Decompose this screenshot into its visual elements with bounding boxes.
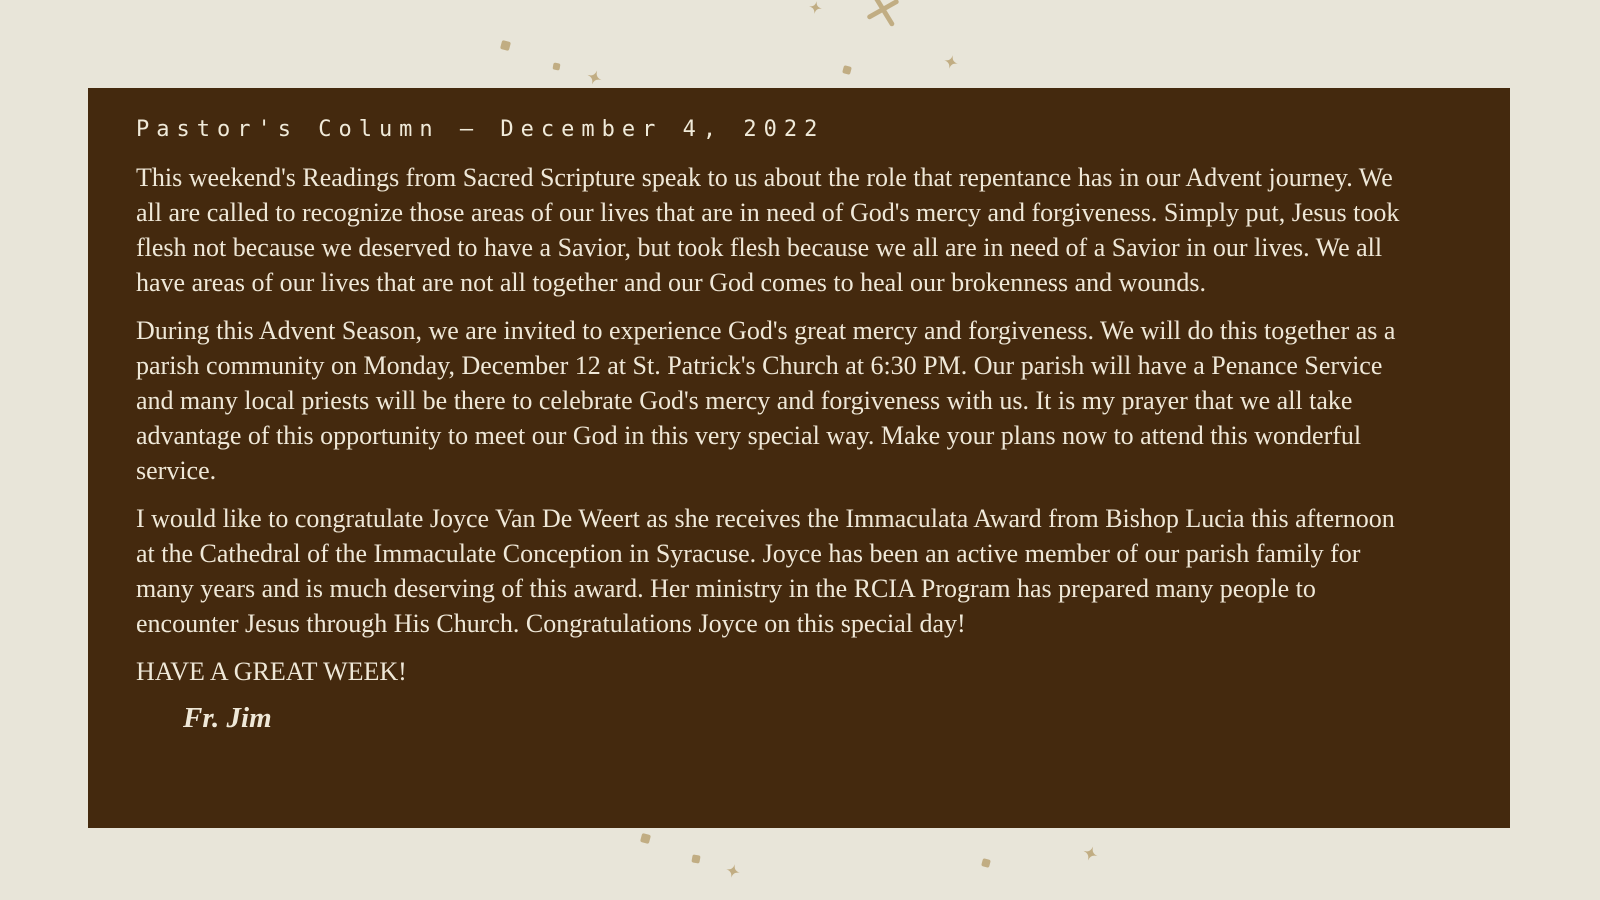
square-mark-icon: [499, 39, 510, 50]
x-mark-icon: [865, 0, 901, 27]
paragraph-advent-readings: This weekend's Readings from Sacred Scripture speak to us about the role that repentance has in our Advent journey. We all are called to recognize those areas of our lives that are in need of God's mercy and forgiveness. Simply put, Jesus took flesh not because we deserved to have a Savior, but took flesh because we all are in need of a Savior in our lives. We all have areas of our lives that are not all together and our God comes to heal our brokenness and wounds.: [136, 162, 1400, 297]
sparkle-icon: [584, 67, 603, 86]
square-mark-icon: [691, 854, 700, 863]
pastors-column-card: [88, 88, 1510, 828]
sparkle-icon: [942, 53, 959, 70]
sparkle-icon: [724, 862, 741, 879]
square-mark-icon: [842, 65, 852, 75]
paragraph-penance-service: During this Advent Season, we are invited to experience God's great mercy and forgiveness. We will do this together as a parish community on Monday, December 12 at St. Patrick's Church at 6:30 PM. Our parish will have a Penance Service and many local priests will be there to celebrate God's mercy and forgiveness with us. It is my prayer that we all take advantage of this opportunity to meet our God in this very special way. Make your plans now to attend this wonderful service.: [136, 315, 1396, 485]
column-title: Pastor's Column — December 4, 2022: [136, 117, 825, 142]
square-mark-icon: [552, 62, 560, 70]
square-mark-icon: [639, 832, 650, 843]
paragraph-immaculata-award: I would like to congratulate Joyce Van De Weert as she receives the Immaculata Award from Bishop Lucia this afternoon at the Cathedral of the Immaculate Conception in Syracuse. Joyce has been an active member of our parish family for many years and is much deserving of this award. Her ministry in the RCIA Program has prepared many people to encounter Jesus through His Church. Congratulations Joyce on this special day!: [136, 503, 1395, 638]
closing-line: HAVE A GREAT WEEK!: [136, 656, 407, 686]
signature: Fr. Jim: [183, 701, 272, 734]
sparkle-icon: [1080, 843, 1099, 862]
square-mark-icon: [981, 858, 991, 868]
sparkle-icon: [807, 0, 822, 15]
